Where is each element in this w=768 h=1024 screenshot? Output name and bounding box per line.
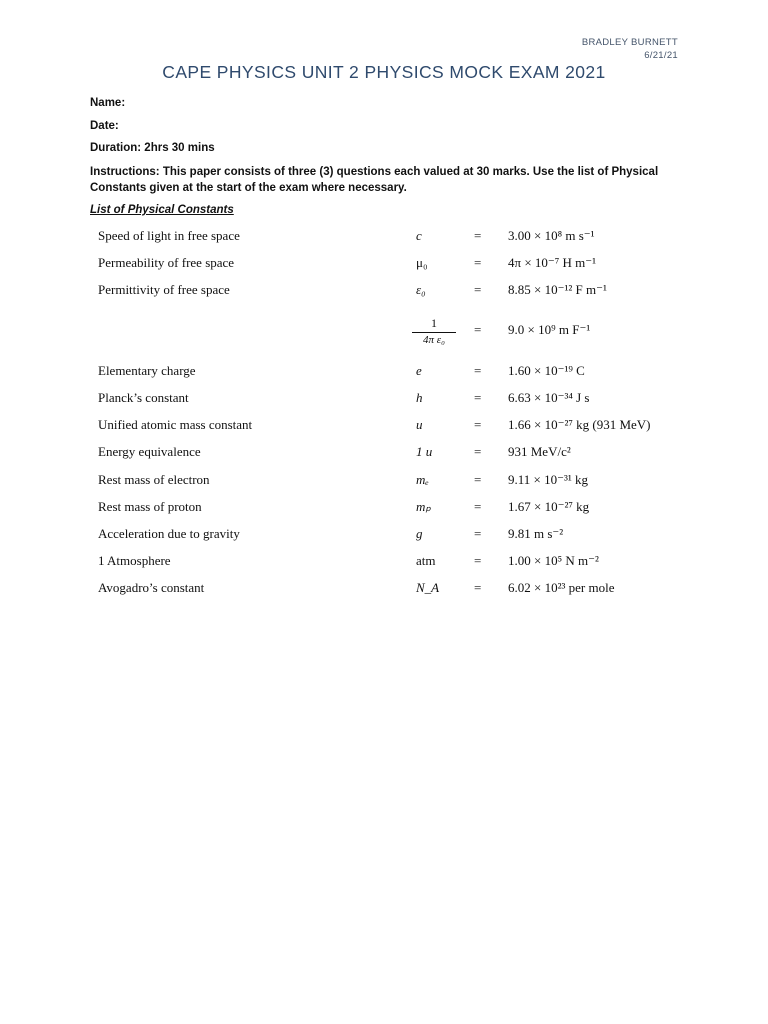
equals-sign: =	[474, 444, 482, 459]
constant-row-planck	[0, 390, 768, 410]
constant-value: 9.0 × 10⁹ m F⁻¹	[508, 322, 591, 337]
constants-list-heading: List of Physical Constants	[90, 204, 234, 216]
constant-value: 4π × 10⁻⁷ H m⁻¹	[508, 255, 597, 270]
constant-symbol: h	[416, 390, 423, 405]
duration-label: Duration: 2hrs 30 mins	[90, 142, 215, 154]
constant-name: 1 Atmosphere	[98, 553, 171, 568]
constant-symbol: e	[416, 363, 422, 378]
constant-name: Rest mass of proton	[98, 499, 202, 514]
constant-symbol: u	[416, 417, 423, 432]
equals-sign: =	[474, 282, 482, 297]
constant-name: Elementary charge	[98, 363, 196, 378]
fraction-numerator: 1	[412, 316, 456, 333]
equals-sign: =	[474, 255, 482, 270]
constant-row-speed-of-light	[0, 228, 768, 248]
constant-symbol: atm	[416, 553, 436, 568]
date-field-label: Date:	[90, 120, 119, 132]
constant-row-gravity	[0, 526, 768, 546]
equals-sign: =	[474, 499, 482, 514]
name-field-label: Name:	[90, 97, 126, 109]
constant-row-atomic-mass	[0, 417, 768, 437]
header-right	[582, 36, 678, 62]
constant-row-permeability	[0, 255, 768, 275]
constant-value: 1.00 × 10⁵ N m⁻²	[508, 553, 599, 568]
fraction-denominator: 4π ε₀	[423, 334, 445, 346]
equals-sign: =	[474, 417, 482, 432]
equals-sign: =	[474, 228, 482, 243]
equals-sign: =	[474, 322, 482, 337]
page-title: CAPE PHYSICS UNIT 2 PHYSICS MOCK EXAM 2021	[162, 62, 606, 82]
constant-value: 1.60 × 10⁻¹⁹ C	[508, 363, 585, 378]
constant-value: 931 MeV/c²	[508, 444, 571, 459]
constant-symbol: mₚ	[416, 499, 431, 514]
equals-sign: =	[474, 390, 482, 405]
constant-name: Acceleration due to gravity	[98, 526, 240, 541]
constant-value: 3.00 × 10⁸ m s⁻¹	[508, 228, 595, 243]
constant-symbol: g	[416, 526, 423, 541]
constant-row-coulomb	[0, 322, 768, 342]
header-date: 6/21/21	[644, 50, 678, 61]
equals-sign: =	[474, 580, 482, 595]
equals-sign: =	[474, 363, 482, 378]
constant-name: Speed of light in free space	[98, 228, 240, 243]
constant-name: Rest mass of electron	[98, 472, 210, 487]
constant-symbol: ε₀	[416, 282, 426, 297]
equals-sign: =	[474, 526, 482, 541]
constant-name: Energy equivalence	[98, 444, 201, 459]
constant-row-avogadro	[0, 580, 768, 600]
instructions-text: Instructions: This paper consists of three (3) questions each valued at 30 marks. Use the list of Physical Constants given at the start of the exam where necessary.	[90, 166, 659, 194]
constant-name: Permeability of free space	[98, 255, 235, 270]
constant-value: 9.81 m s⁻²	[508, 526, 564, 541]
constant-row-energy-equivalence	[0, 444, 768, 464]
author-name: BRADLEY BURNETT	[581, 37, 678, 48]
constant-symbol: N_A	[416, 580, 440, 595]
constant-name: Avogadro’s constant	[98, 580, 205, 595]
constant-value: 9.11 × 10⁻³¹ kg	[508, 472, 589, 487]
constant-name: Planck’s constant	[98, 390, 189, 405]
equals-sign: =	[474, 553, 482, 568]
constant-name: Unified atomic mass constant	[98, 417, 253, 432]
constant-row-atmosphere	[0, 553, 768, 573]
constant-value: 6.63 × 10⁻³⁴ J s	[508, 390, 590, 405]
constant-symbol: c	[416, 228, 422, 243]
constant-row-electron-mass	[0, 472, 768, 492]
constant-value: 6.02 × 10²³ per mole	[508, 580, 615, 595]
equals-sign: =	[474, 472, 482, 487]
constant-value: 1.67 × 10⁻²⁷ kg	[508, 499, 590, 514]
constant-symbol: μ₀	[416, 255, 428, 270]
constant-symbol: 1 u	[416, 444, 433, 459]
constant-row-proton-mass	[0, 499, 768, 519]
constant-value: 1.66 × 10⁻²⁷ kg (931 MeV)	[508, 417, 651, 432]
constant-symbol: mₑ	[416, 472, 429, 487]
constant-name: Permittivity of free space	[98, 282, 230, 297]
constant-row-elementary-charge	[0, 363, 768, 383]
constant-value: 8.85 × 10⁻¹² F m⁻¹	[508, 282, 607, 297]
constant-row-permittivity	[0, 282, 768, 302]
